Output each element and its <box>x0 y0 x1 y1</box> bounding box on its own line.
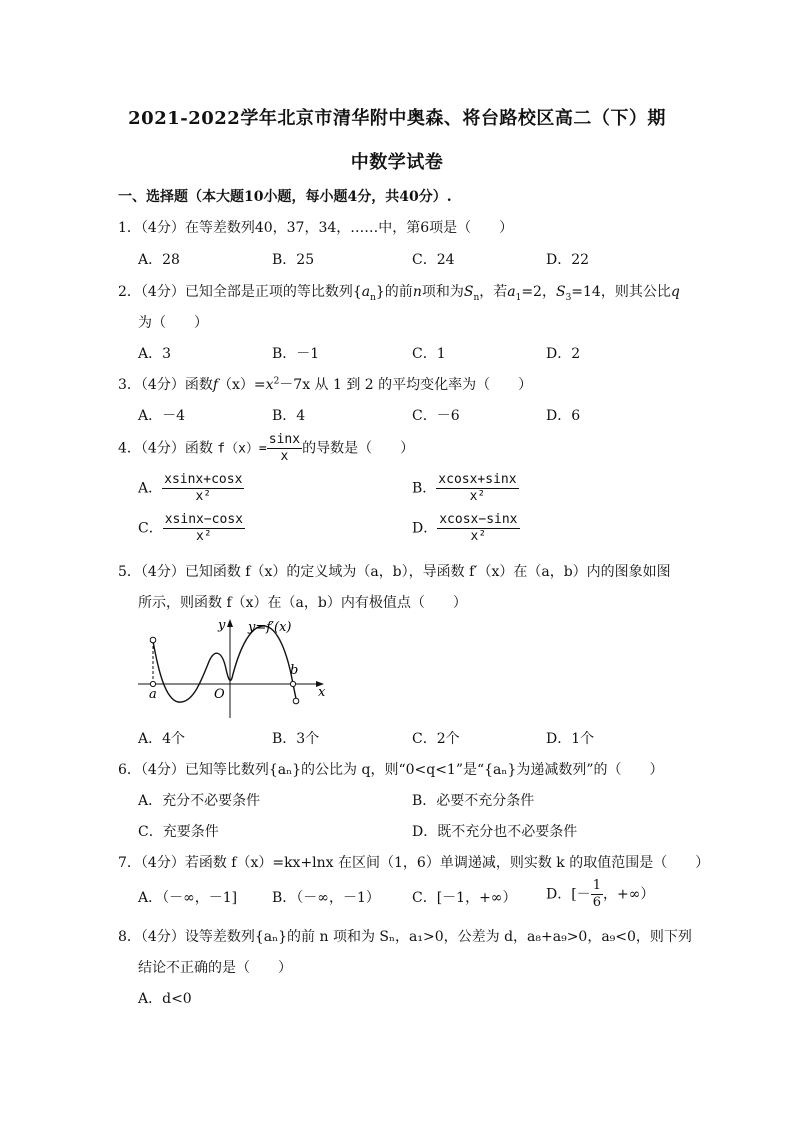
question-2-stem-line-1: 2．（4分）已知全部是正项的等比数列$\{a_n\}$的前n项和为$S_n$，若$a_1=2$，$S_3=14$，则其公比q <box>118 284 680 303</box>
q2-option-c: C．1 <box>412 346 446 362</box>
graph-curve-label: y=f′(x) <box>248 620 292 635</box>
q7-option-b: B．（－∞，－1） <box>272 890 380 906</box>
question-5-stem-line-2: 所示，则函数 f（x）在（a，b）内有极值点（ ） <box>138 595 467 611</box>
q6-option-b: B．必要不充分条件 <box>412 793 535 809</box>
q5-option-d: D．1个 <box>546 731 595 747</box>
exam-title-line-1: 2021-2022学年北京市清华附中奥森、将台路校区高二（下）期 <box>128 108 666 129</box>
q3-option-d: D．6 <box>546 408 581 424</box>
q3-option-c: C．－6 <box>412 408 460 424</box>
q7-option-d: D．[－ $\frac{1}{6}$ ，+∞） <box>546 878 655 910</box>
graph-origin-label: O <box>214 687 225 702</box>
q8-option-a: A．d<0 <box>138 991 192 1007</box>
q4-option-c: C． $\frac{xsinx-\cos x}{\text{x²}}$ <box>138 512 243 544</box>
q2-option-a: A．3 <box>138 346 172 362</box>
derivative-graph <box>130 614 340 724</box>
question-4-stem: 4．（4分）函数 f（x）= $\frac{\sin x}{x}$ 的导数是（ ） <box>118 432 415 464</box>
q1-option-d: D．22 <box>546 252 590 268</box>
q5-option-b: B．3个 <box>272 731 320 747</box>
q4-option-d: D． $\frac{xcosx-\sin x}{\text{x²}}$ <box>412 512 518 544</box>
q4-fraction: $\frac{\sin x}{x}$ <box>268 432 301 464</box>
graph-x-label: x <box>318 685 326 700</box>
exam-title-line-2: 中数学试卷 <box>350 152 444 173</box>
q5-option-a: A．4个 <box>138 731 186 747</box>
graph-b-label: b <box>290 663 299 678</box>
question-2-stem-line-2: 为（ ） <box>138 315 208 331</box>
section-heading: 一、选择题（本大题10小题，每小题4分，共40分）. <box>118 189 452 205</box>
graph-y-label: y <box>218 618 226 633</box>
q3-option-a: A．－4 <box>138 408 186 424</box>
question-8-stem-line-1: 8．（4分）设等差数列{aₙ}的前 n 项和为 Sₙ，a₁>0，公差为 d，a₈+a₉>0，a₉<0，则下列 <box>118 929 692 945</box>
q1-option-b: B．25 <box>272 252 315 268</box>
q3-option-b: B．4 <box>272 408 306 424</box>
graph-a-label: a <box>149 687 157 702</box>
q6-option-c: C．充要条件 <box>138 824 219 840</box>
q1-option-a: A．28 <box>138 252 180 268</box>
q2-option-b: B．－1 <box>272 346 320 362</box>
q6-option-d: D．既不充分也不必要条件 <box>412 824 578 840</box>
q5-option-c: C．2个 <box>412 731 460 747</box>
q7-option-c: C．[－1，+∞） <box>412 890 517 906</box>
question-3-stem: 3．（4分）函数$f(x)=x^2-7x$ 从 1 到 2 的平均变化率为（ ） <box>118 376 533 393</box>
q7-option-a: A．（－∞，－1] <box>138 890 238 906</box>
q2-option-d: D．2 <box>546 346 581 362</box>
question-1-stem: 1．（4分）在等差数列40，37，34，……中，第6项是（ ） <box>118 220 514 236</box>
question-8-stem-line-2: 结论不正确的是（ ） <box>138 960 292 976</box>
q4-option-a: A． $\frac{xsinx+\cos x}{\text{x²}}$ <box>138 472 243 504</box>
question-6-stem: 6．（4分）已知等比数列{aₙ}的公比为 q，则“0<q<1”是“{aₙ}为递减数列”的（ ） <box>118 762 664 778</box>
q4-option-b: B． $\frac{xcosx+\sin x}{\text{x²}}$ <box>412 472 517 504</box>
q1-option-c: C．24 <box>412 252 455 268</box>
q6-option-a: A．充分不必要条件 <box>138 793 261 809</box>
question-5-stem-line-1: 5．（4分）已知函数 f（x）的定义域为（a，b），导函数 f′（x）在（a，b）内的图象如图 <box>118 564 671 580</box>
question-7-stem: 7．（4分）若函数 f（x）=kx+lnx 在区间（1，6）单调递减，则实数 k 的取值范围是（ ） <box>118 855 710 871</box>
